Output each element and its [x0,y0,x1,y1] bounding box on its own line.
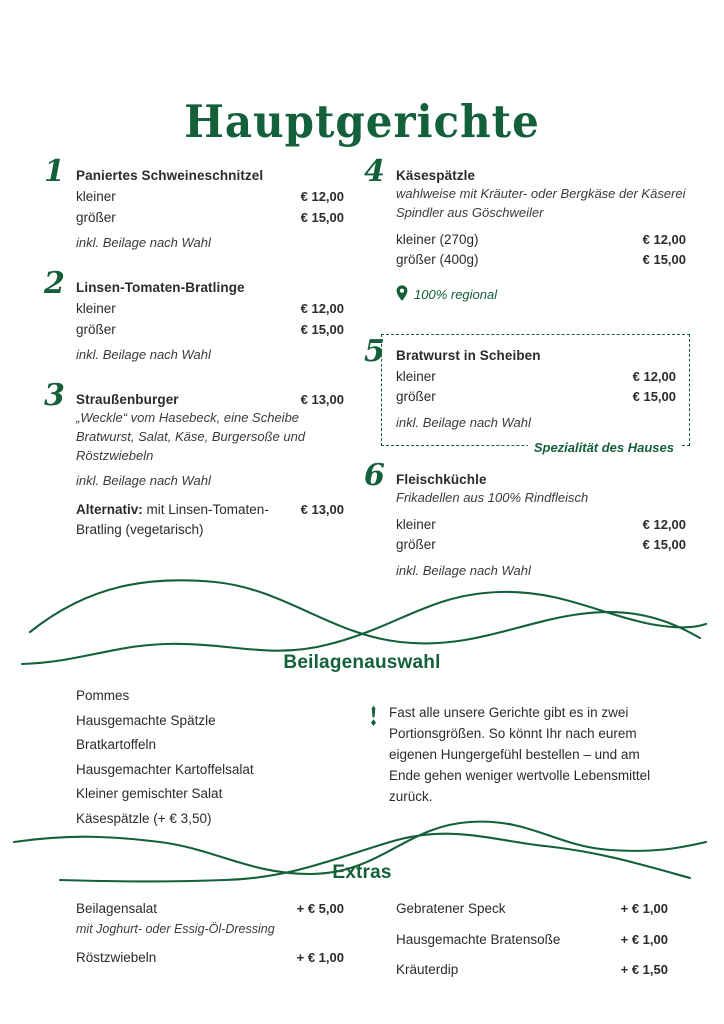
list-item: Hausgemachter Kartoffelsalat [76,761,254,777]
extras-heading: Extras [332,862,392,883]
dish-alternative-price: € 13,00 [300,501,344,517]
dish-options [76,299,344,340]
page-title-text: Hauptgerichte [184,95,540,148]
option-price: € 15,00 [642,252,686,268]
option-price: € 15,00 [300,321,344,337]
dish-number: 2 [44,266,65,302]
dish-name: Käsespätzle [396,168,476,183]
dish-options [396,230,686,271]
dish-note: inkl. Beilage nach Wahl [76,347,211,363]
dish-item-4 [364,154,686,304]
extra-name: Beilagensalat [76,901,158,916]
option-label: größer [76,209,116,225]
option-price: € 15,00 [642,537,686,553]
dish-number: 6 [364,458,385,493]
extra-description: mit Joghurt- oder Essig-Öl-Dressing [76,921,275,936]
special-content [396,334,686,446]
option-label: kleiner [396,368,436,384]
portion-info-text: Fast alle unsere Gerichte gibt es in zwei Portionsgrößen. So könnt Ihr nach eurem eigenen Hungergefühl bestellen – und am Ende gehen weniger wertvolle Lebensmittel zurück. [389,705,651,804]
extra-name: Röstzwiebeln [76,950,157,966]
extra-price: + € 1,00 [620,931,668,947]
exclamation-icon [368,705,379,808]
option-label: größer [396,389,436,405]
extra-row [396,898,668,920]
dish-description: Frikadellen aus 100% Rindfleisch [396,490,589,505]
list-item: Kleiner gemischter Salat [76,786,223,802]
dish-number: 1 [44,154,65,189]
extras-column-left [76,898,344,969]
list-item: Pommes [76,688,130,703]
extra-row [76,898,344,920]
dish-option-row [396,515,686,536]
page-title [0,97,724,146]
option-label: kleiner (270g) [396,231,479,247]
dish-name: Linsen-Tomaten-Bratlinge [76,280,245,296]
extra-row [396,929,668,951]
dish-alternative [76,500,301,541]
dish-description: „Weckle“ vom Hasebeck, eine Scheibe Bratwurst, Salat, Käse, Burgersoße und Röstzwiebeln [76,410,306,463]
map-pin-icon [396,285,408,304]
extra-name: Kräuterdip [396,962,459,978]
dish-option-row [76,320,344,341]
extra-row [396,959,668,981]
option-price: € 12,00 [300,301,344,317]
option-price: € 15,00 [632,389,676,405]
extra-price: + € 5,00 [296,901,344,916]
dish-price: € 13,00 [300,392,344,408]
option-price: € 12,00 [300,189,344,204]
dish-name: Paniertes Schweineschnitzel [76,168,264,183]
option-price: € 15,00 [300,209,344,225]
dish-name: Fleischküchle [396,472,487,487]
dish-options [76,187,344,228]
dish-alternative-text: mit Linsen-Tomaten-Bratling (vegetarisch) [76,501,269,538]
dish-number: 3 [44,378,65,414]
dish-number: 5 [364,333,385,369]
extra-name: Hausgemachte Bratensoße [396,931,561,947]
dish-option-row [76,187,344,208]
wave-divider-bottom [0,812,724,897]
regional-badge [396,285,686,304]
dish-alternative-label: Alternativ: [76,501,143,517]
option-label: größer [396,537,436,553]
option-price: € 12,00 [642,516,686,532]
dish-item-2 [44,266,344,363]
dish-title-row [76,392,344,407]
extra-name: Gebratener Speck [396,901,506,916]
option-label: größer [76,321,116,337]
dish-title-row [76,280,344,295]
dish-option-row [396,535,686,556]
dish-note: inkl. Beilage nach Wahl [396,563,531,578]
extra-price: + € 1,00 [620,901,668,916]
dish-number: 4 [364,154,385,189]
option-price: € 12,00 [642,231,686,247]
option-label: kleiner [396,516,436,532]
dish-option-row [396,367,676,388]
dish-option-row [76,208,344,229]
dish-options [396,515,686,556]
list-item: Hausgemachte Spätzle [76,712,216,728]
dish-note: inkl. Beilage nach Wahl [396,415,531,430]
option-price: € 12,00 [632,368,676,384]
extra-price: + € 1,00 [296,950,344,966]
list-item: Bratkartoffeln [76,737,157,753]
dish-title-row [76,168,344,183]
dish-item-6 [364,458,686,578]
portion-info-note [368,703,668,808]
spacer [76,938,344,947]
list-item: Käsespätzle (+ € 3,50) [76,810,212,826]
extra-price: + € 1,50 [620,962,668,978]
dish-title-row [396,168,686,183]
dishes-column-left [44,154,344,564]
dish-alternative-row [76,500,344,541]
extras-column-right [396,898,668,981]
dish-item-5 [364,333,686,455]
beilagenauswahl-heading: Beilagenauswahl [283,652,441,673]
spacer [396,950,668,959]
option-label: kleiner [76,189,116,204]
dish-name: Bratwurst in Scheiben [396,347,541,363]
extra-row [76,947,344,969]
spacer [396,920,668,929]
dish-option-row [396,250,686,271]
dishes-column-right [364,154,686,602]
option-label: größer (400g) [396,252,479,268]
special-label: Spezialität des Hauses [528,440,680,455]
option-label: kleiner [76,301,116,317]
dish-description: wahlweise mit Kräuter- oder Bergkäse der Käserei Spindler aus Göschweiler [396,186,686,220]
dish-item-3 [44,378,344,540]
dish-title-row [396,348,676,363]
beilagen-list [76,684,356,831]
dish-item-1 [44,154,344,251]
dish-name: Straußenburger [76,392,179,408]
regional-badge-label: 100% regional [414,286,498,302]
dish-note: inkl. Beilage nach Wahl [76,235,211,251]
dish-note: inkl. Beilage nach Wahl [76,472,211,488]
dish-option-row [76,299,344,320]
dish-option-row [396,230,686,251]
dish-title-row [396,472,686,487]
dish-options [396,367,676,408]
dish-option-row [396,387,676,408]
